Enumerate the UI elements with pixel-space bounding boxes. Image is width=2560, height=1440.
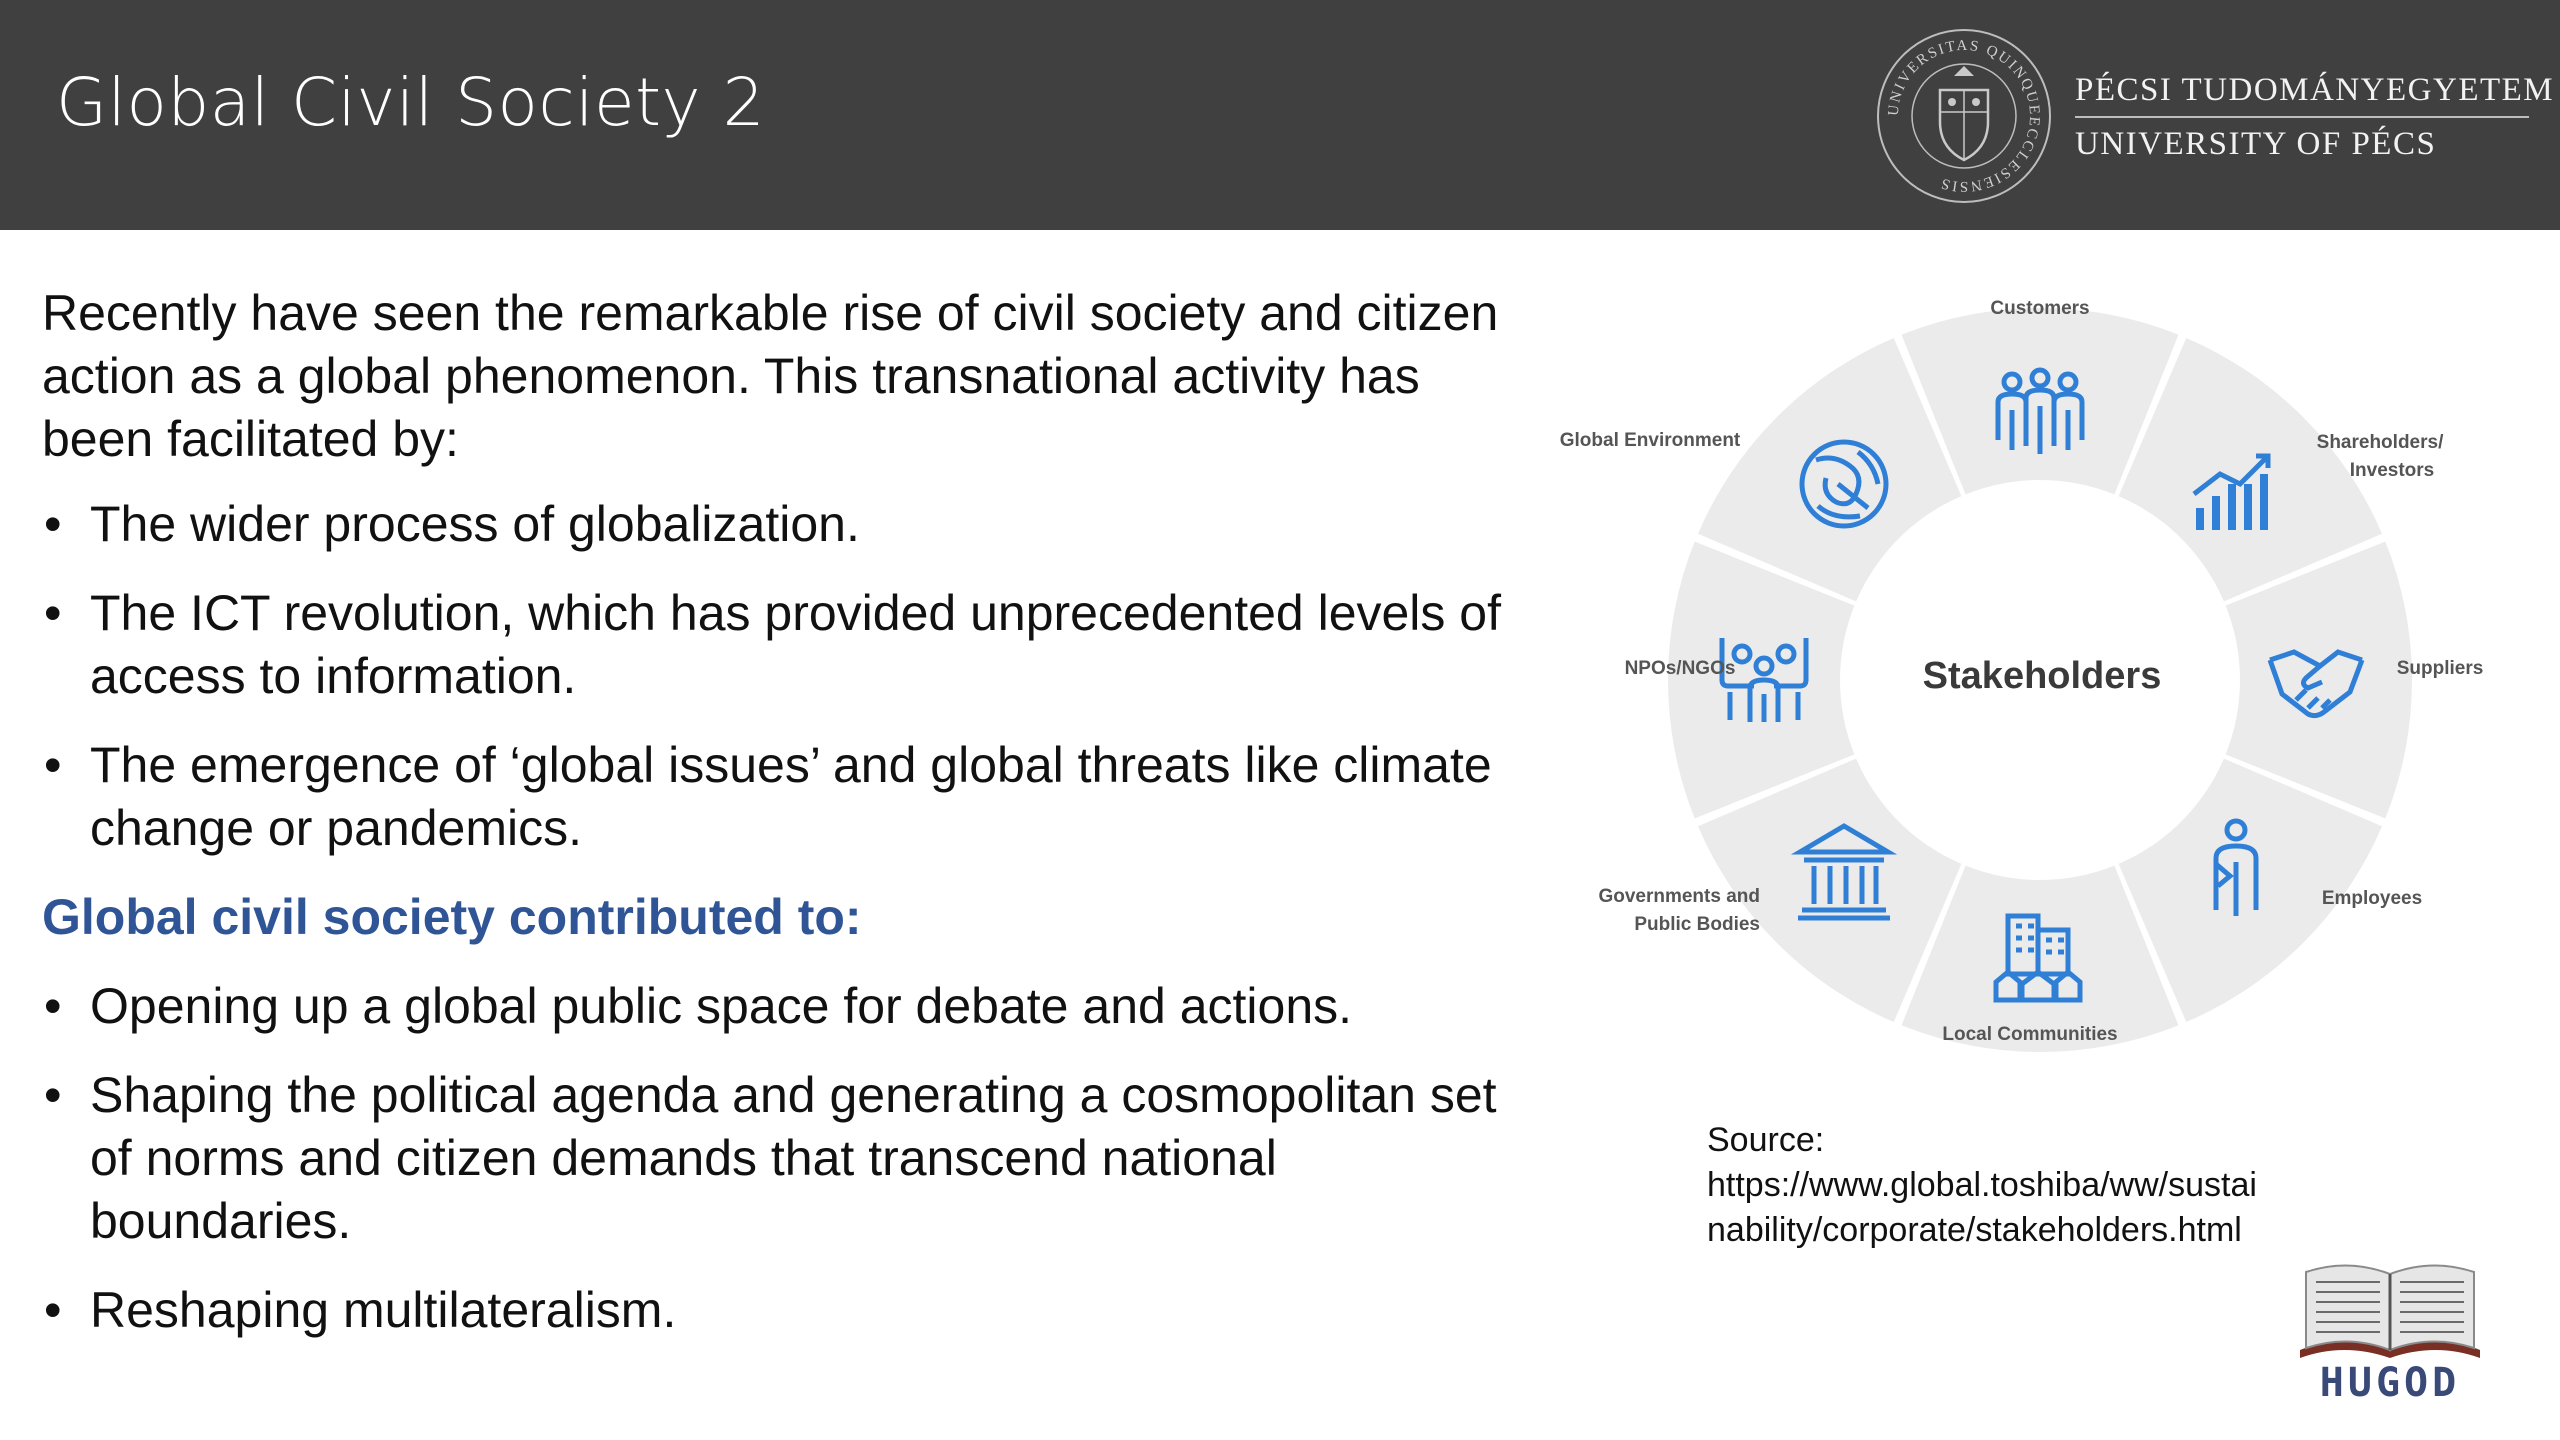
list-item-text: The ICT revolution, which has provided unprecedented levels of access to information.: [90, 585, 1502, 704]
stakeholder-label-shareholders: Shareholders/: [2316, 432, 2444, 453]
list-item-text: The emergence of ‘global issues’ and global threats like climate change or pandemics.: [90, 737, 1492, 856]
source-note: [1707, 1118, 2267, 1253]
list-item: [42, 582, 1532, 708]
bullet: •: [44, 737, 62, 793]
list-item-text: The wider process of globalization.: [90, 496, 860, 552]
source-url: https://www.global.toshiba/ww/sustainability/corporate/stakeholders.html: [1707, 1166, 2257, 1249]
stakeholder-label-local-communities: Local Communities: [1942, 1024, 2118, 1045]
open-book-icon: [2290, 1252, 2490, 1364]
intro-paragraph: Recently have seen the remarkable rise of civil society and citizen action as a global phenomenon. This transnational activity has been facilitated by:: [42, 285, 1499, 467]
stakeholder-label-npos: NPOs/NGOs: [1624, 658, 1736, 679]
stakeholder-label-investors: Investors: [2349, 460, 2435, 481]
stakeholders-diagram: [1520, 270, 2540, 1070]
university-seal-icon: [1874, 26, 2054, 206]
list-item-text: Opening up a global public space for debate and actions.: [90, 978, 1353, 1034]
bullet: •: [44, 978, 62, 1034]
section-subheading: Global civil society contributed to:: [42, 889, 862, 945]
list-item-text: Reshaping multilateralism.: [90, 1282, 677, 1338]
list-item: [42, 493, 1532, 556]
seal-ring-text: UNIVERSITAS QUINQUEECCLESIENSIS: [1885, 37, 2043, 195]
hugod-logo-text: HUGOD: [2319, 1360, 2461, 1406]
list-item: [42, 975, 1532, 1038]
list-item: [42, 1279, 1532, 1342]
diagram-center-label: Stakeholders: [1922, 655, 2162, 697]
slide-title: Global Civil Society 2: [56, 64, 766, 141]
bullet: •: [44, 1282, 62, 1338]
list-item-text: Shaping the political agenda and generating a cosmopolitan set of norms and citizen demands that transcend national boundaries.: [90, 1067, 1497, 1249]
university-name-hu: PÉCSI TUDOMÁNYEGYETEM: [2075, 72, 2555, 108]
stakeholder-label-employees: Employees: [2321, 888, 2423, 909]
stakeholder-label-governments: Governments and: [1598, 886, 1760, 907]
list-item: [42, 734, 1532, 860]
hugod-logo: [2290, 1252, 2490, 1412]
source-label: Source:: [1707, 1121, 1825, 1159]
stakeholder-label-suppliers: Suppliers: [2396, 658, 2484, 679]
bullet: •: [44, 585, 62, 641]
contributions-list: [42, 975, 1532, 1342]
list-item: [42, 1064, 1532, 1253]
university-name-en: UNIVERSITY OF PÉCS: [2075, 126, 2437, 162]
slide-body: [42, 282, 1532, 1368]
bullet: •: [44, 1067, 62, 1123]
facilitators-list: [42, 493, 1532, 860]
stakeholder-label-global-environment: Global Environment: [1559, 430, 1741, 451]
stakeholder-label-customers: Customers: [1990, 298, 2090, 319]
university-name: [2075, 66, 2554, 168]
title-bar: [0, 0, 2560, 230]
stakeholder-label-public-bodies: Public Bodies: [1634, 914, 1760, 935]
university-name-divider: [2075, 116, 2529, 118]
bullet: •: [44, 496, 62, 552]
